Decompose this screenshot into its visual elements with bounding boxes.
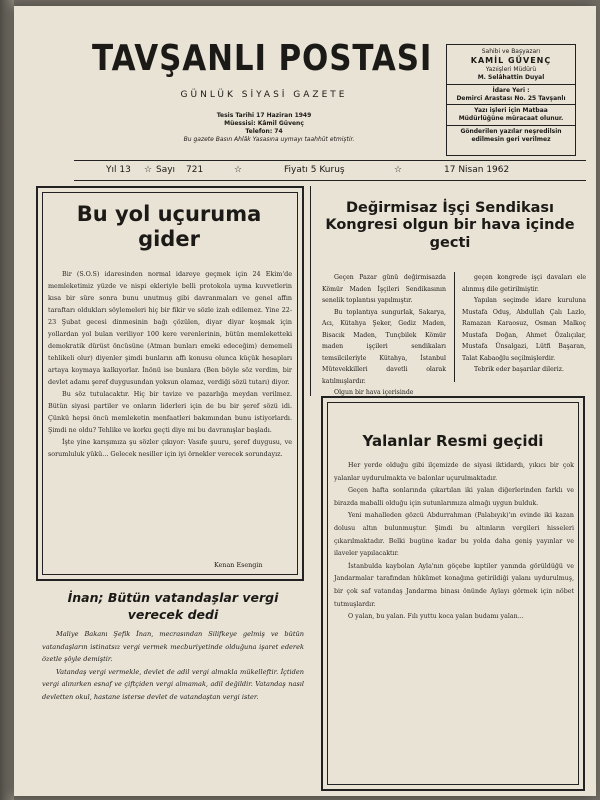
manager-name: M. Selâhattin Duyal [477, 73, 545, 81]
article3-paragraph: Tebrik eder başarılar dileriz. [474, 366, 564, 373]
price: Fiyatı 5 Kuruş [284, 165, 345, 175]
article1-body [48, 268, 292, 553]
infobox-note-1: Yazı işleri için Matbaa Müdürlüğüne müracaat olunur. [458, 107, 564, 123]
paper-edge-shadow [0, 0, 14, 800]
star-icon: ☆ [234, 165, 243, 175]
newspaper-page [14, 6, 596, 796]
article4-paragraph: Geçen hafta sonlarında çıkartılan iki yalan diğerlerinden farklı ve birazda maballi olduğu için sutunlarımıza almağı uygun bulduk. [334, 487, 574, 507]
year: Yıl 13 [106, 165, 131, 175]
article3-paragraph: Olgun bir hava içerisinde [334, 389, 414, 396]
publisher-info-box [446, 44, 576, 156]
masthead-subtitle: GÜNLÜK SİYASİ GAZETE [180, 90, 348, 100]
article3-paragraph: Bu toplantıya sungurlak, Sakarya, Acı, Kütahya Şeker, Gediz Maden, Bisacık Maden, Tunçbilek Kömür maden işçileri sendikaları temsilcileriyle Kütahya, İstanbul Mütevekkilleri davetli olarak katılmışlardır. [322, 308, 446, 385]
article1-paragraph: Bir (S.O.S) idaresinden normal idareye geçmek için 24 Ekim'de memleketimiz yüzde ve nispi ekleriyle belli protokola uyma kuvvetlerin kısa bir süre sonra bunu unutmuş gibi davranmaları ve genel affın taraftarı oldukları söylemeleri hiç bir fikir ve sözle izah edilemez. Yine 22-23 Şubat gecesi dinmesinin bağı çözülen, diyar diyar koşmak için yollardan yol bulan veriliyor 100 kere verenlerinin, bütün memleketteki demokratik dürüst öncüsüne (Atman bunları emeki edeceğim) dememeli tehlikeli olur) diyenler şimdi bunların affı konusu olunca küçük hesapları artaya koymaya kalkıyorlar. İnönü ise bunlara (Ben böyle söz verdim, bir devlet adamı şeref duygusundan yoksun olamaz, verdiği sözü tutarı) diyor. [48, 270, 292, 386]
manager-label: Yazıişleri Müdürü [485, 66, 537, 74]
infobox-divider [447, 125, 575, 126]
star-icon: ☆ [394, 165, 403, 175]
dateline-top-rule [74, 160, 586, 161]
issue-date: 17 Nisan 1962 [444, 165, 510, 175]
article2-body [42, 628, 304, 703]
masthead-founder: Müessisi: Kâmil Güvenç [224, 120, 304, 127]
article3-paragraph: Geçen Pazar günü değirmisazda Kömür Maden İşçileri Sendikasının senelik toplantısı yapılmıştır. [322, 274, 446, 304]
infobox-note-2: Gönderilen yazılar neşredilsin edilmesin geri verilmez [460, 127, 562, 143]
article1-paragraph: İşte yine karışımıza şu sözler çıkıyor: Vasıfe şuuru, şeref duygusu, ve sorumluluk yükü... Gelecek nesiller için iyi örnekler verecek sorundayız. [48, 438, 292, 458]
article1-signature: Kenan Esengin [214, 561, 263, 569]
article4-body [334, 460, 574, 624]
inner-column-rule [454, 272, 455, 382]
issue-number: 721 [186, 165, 204, 175]
article3-headline: Değirmisaz İşçi Sendikası Kongresi olgun bir hava içinde gecti [325, 200, 575, 251]
article3-column-2 [462, 272, 586, 376]
article2-headline: İnan; Bütün vatandaşlar vergi verecek dedi [67, 590, 279, 622]
article3-paragraph: Yapılan seçimde idare kuruluna Mustafa Oduş, Abdullah Çalı Lazlo, Ramazan Karaosuz, Osman Malkoç Mustafa Doğan, Ahmet Özalıçılar, Mustafa Ünsalgazi, Lütfi Başaran, Talat Kabaoğlu seçilmişlerdir. [462, 297, 586, 362]
article3-column-1 [322, 272, 446, 399]
article4-paragraph: Yeni mahalleden gözcü Abdurrahman (Palabıyık)'ın evinde iki kazan dolusu altın bulunmuştur. Şimdi bu altınların vergileri hisseleri çıkarılmaktadır. Belki bugüne kadar bu yolda daha geniş yayınlar ve ilaveler yapılacaktır. [334, 512, 574, 558]
masthead-title: TAVŞANLI POSTASI [92, 38, 433, 79]
article4-headline: Yalanlar Resmi geçidi [362, 432, 544, 450]
masthead-founded: Tesis Tarihi 17 Haziran 1949 [216, 112, 312, 119]
article1-paragraph: Bu söz tutulacaktır. Hiç bir tavize ve pazarlığa meydan verilmez. Bütün siyasi partiler ve onların liderleri için de bu bir şeref sözü idi. Çünkü hepsi öncü memleketin menfaatleri bakımından bunu istiyorlardı. Şimdi ne oldu? Tehlike ve korku geçti diye mi bu davranışlar başladı. [48, 390, 292, 434]
office-label: İdare Yeri : [492, 86, 530, 94]
article2-paragraph: Maliye Bakanı Şefik İnan, mecrasından Silifkeye gelmiş ve bütün vatandaşların istinatsız vergi vermek mecburiyetinde olduğuna işaret ederek özetle şöyle demiştir. [42, 630, 304, 663]
star-icon: ☆ [144, 165, 153, 175]
masthead-ethics: Bu gazete Basın Ahlâk Yasasına uymayı taahhüt etmiştir. [183, 136, 355, 143]
article4-paragraph: Her yerde olduğu gibi ilçemizde de siyasi iktidardı, yıkıcı bir çok yalanlar uydurulmakta ve balonlar uçurulmaktadır. [334, 462, 574, 482]
article2-paragraph: Vatandaş vergi vermekle, devlet de adil vergi almakla mükelleftir. İçtiden vergi alınırken esnaf ve çiftçiden vergi almamak, adil değildir. Vatandaş nasıl devletten okul, hastane isterse devlet de vatandaştan vergi ister. [42, 667, 304, 701]
column-rule [310, 186, 311, 396]
office-address: Demirci Arastası No. 25 Tavşanlı [456, 94, 566, 102]
infobox-divider [447, 84, 575, 85]
article4-paragraph: O yalan, bu yalan. Fılı yuttu koca yalan budamı yalan... [348, 613, 524, 621]
dateline-bottom-rule [74, 180, 586, 181]
issue-label: Sayı [156, 165, 176, 175]
article3-paragraph: geçen kongrede işçi davaları ele alınmış dile getirilmiştir. [462, 274, 586, 293]
owner-label: Sahibi ve Başyazarı [481, 48, 541, 55]
owner-name: KAMİL GÜVENÇ [470, 55, 552, 65]
infobox-divider [447, 104, 575, 105]
article4-paragraph: İstanbulda kaybolan Ayla'nın göçebe kıptiler yanında görüldüğü ve Jandarmalar tarafından hükümet konağına getirildiği yalanı uydurulmuş, bir çok saf vatandaş Jandarma binası önünde Aylayı görmek için nöbet tutmuşlardır. [334, 562, 574, 608]
article1-headline: Bu yol uçuruma gider [76, 202, 262, 252]
masthead-phone: Telefon: 74 [245, 128, 283, 135]
